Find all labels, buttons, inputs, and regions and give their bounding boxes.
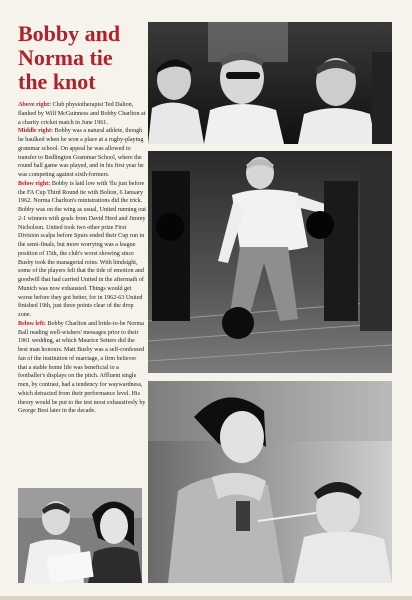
caption-text: Bobby is laid low with 'flu just before the FA Cup Third Round tie with Bolton, 6 January 1962. Norma Charlton's ministrations did the trick. Bobby was on the wing as usual, United running out 2-1 winners with goals from David Herd and Jimmy Nicholson. United took two other prize First Division scalps before Spurs ended their Cup run in the semi-finals, but more worrying was a league position of 15th, the club's worst showing since Busby took the managerial reins. With hindsight, some of the players felt that the tide of emotion and goodwill that had carried United in the aftermath of Munich was now exhausted. Things would get worse before they got better, for in 1962-63 United finished 19th, just three points clear of the drop zone. bbox=[18, 180, 146, 318]
caption-label: Below left: bbox=[18, 320, 46, 327]
caption-text: Club physiotherapist Ted Dalton, flanked by Wilf McGuinness and Bobby Charlton at a charity cricket match in June 1961. bbox=[18, 102, 146, 126]
caption-below-right bbox=[18, 180, 146, 320]
caption-below-left bbox=[18, 320, 146, 416]
caption-label: Above right: bbox=[18, 102, 52, 108]
photo-sick-bed bbox=[148, 381, 392, 583]
caption-label: Below right: bbox=[18, 180, 51, 187]
captions-column bbox=[18, 101, 146, 416]
article-title: Bobby and Norma tie the knot bbox=[18, 21, 121, 94]
caption-text: Bobby was a natural athlete, though he baulked when he won a place at a rugby-playing grammar school. On appeal he was allowed to transfer to Bedlington Grammar School, where the round ball game was played, and in his first year he was competing against sixth-formers. bbox=[18, 128, 144, 178]
page-bottom-rule bbox=[0, 596, 412, 600]
photo-bowling bbox=[148, 151, 392, 373]
photo-cricket-match bbox=[148, 22, 392, 144]
caption-middle-right bbox=[18, 127, 146, 180]
caption-above-right bbox=[18, 101, 146, 127]
photo-couple-messages bbox=[18, 488, 142, 583]
caption-label: Middle right: bbox=[18, 128, 54, 135]
caption-text: Bobby Charlton and bride-to-be Norma Ball reading well-wishers' messages prior to their 1961 wedding, at which Maurice Setters did the best man honours. Matt Busby was a self-confessed fan of the institution of marriage, a firm believer that a stable home life was beneficial to a footballer's displays on the pitch. Affluent single men, by contrast, had a tendency for waywardness, which detracted from their performance level. His theory would be put to the test most exhaustively by George Best later in the decade. bbox=[18, 320, 146, 415]
